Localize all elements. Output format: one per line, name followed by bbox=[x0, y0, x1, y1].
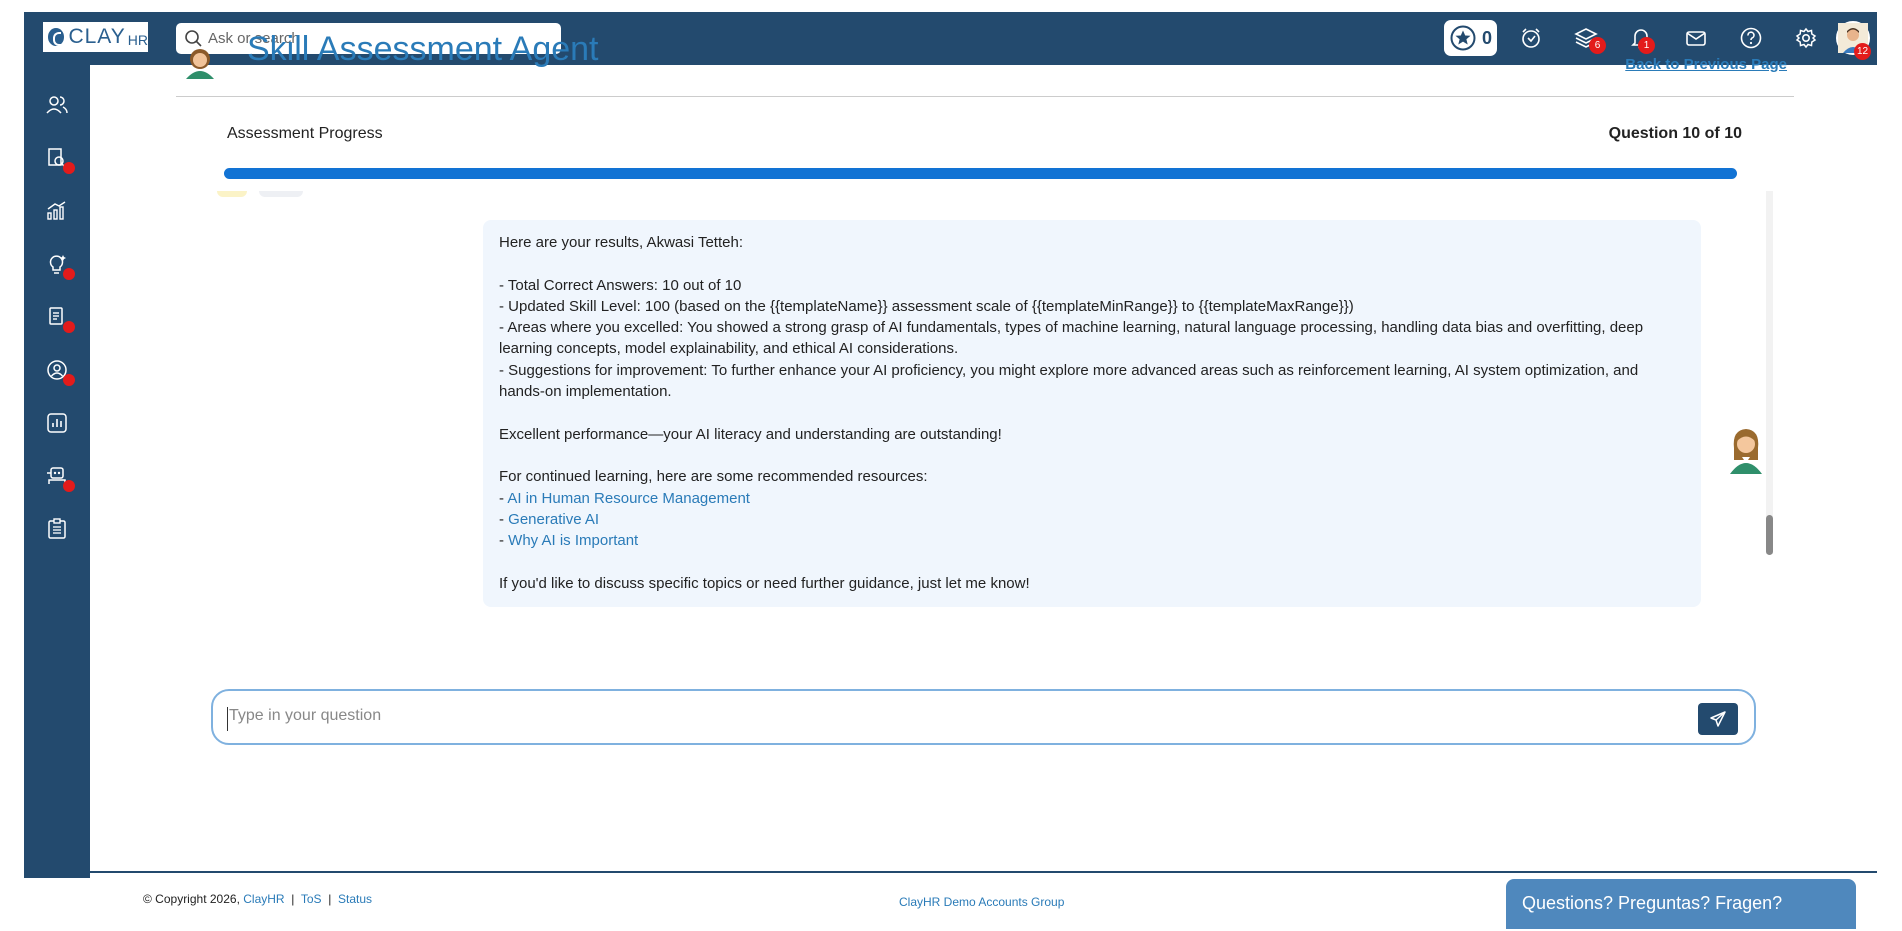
title-divider bbox=[176, 96, 1794, 97]
chat-scrollbar-thumb[interactable] bbox=[1766, 515, 1773, 555]
envelope-icon bbox=[1683, 25, 1709, 51]
copyright-text: © Copyright 2026, bbox=[143, 892, 244, 906]
sidebar-item-learning[interactable] bbox=[42, 249, 72, 279]
resource-link-ai-hr[interactable]: AI in Human Resource Management bbox=[507, 489, 750, 507]
resource-list-item bbox=[499, 509, 1685, 530]
resource-link-generative-ai[interactable]: Generative AI bbox=[508, 510, 600, 528]
bar-chart-icon bbox=[44, 410, 70, 436]
sidebar-alert-dot bbox=[63, 480, 75, 492]
list-dash: - bbox=[499, 532, 509, 550]
sidebar-item-performance[interactable] bbox=[42, 196, 72, 226]
progress-label: Assessment Progress bbox=[227, 125, 383, 142]
layers-badge: 6 bbox=[1589, 37, 1606, 54]
sidebar-item-people[interactable] bbox=[42, 90, 72, 120]
question-composer[interactable] bbox=[211, 689, 1756, 745]
questions-help-button[interactable]: Questions? Preguntas? Fragen? bbox=[1506, 879, 1856, 929]
sidebar-alert-dot bbox=[63, 268, 75, 280]
layers-button[interactable] bbox=[1573, 25, 1599, 51]
growth-chart-icon bbox=[44, 198, 70, 224]
message-spacer bbox=[499, 551, 1685, 572]
search-icon bbox=[184, 29, 204, 49]
footer-separator: | bbox=[328, 892, 332, 906]
footer bbox=[90, 873, 1877, 931]
sidebar-item-checklist[interactable] bbox=[42, 514, 72, 544]
footer-account-group: ClayHR Demo Accounts Group bbox=[899, 895, 1065, 909]
logo-mark-icon bbox=[48, 28, 64, 46]
footer-copyright bbox=[143, 892, 372, 906]
app-frame bbox=[24, 12, 1877, 913]
message-performance: Excellent performance—your AI literacy and understanding are outstanding! bbox=[499, 425, 1002, 443]
resource-link-why-ai[interactable]: Why AI is Important bbox=[508, 532, 639, 550]
progress-count: Question 10 of 10 bbox=[1608, 125, 1742, 142]
message-spacer bbox=[499, 445, 1685, 466]
question-input[interactable] bbox=[227, 707, 1667, 731]
message-correct-answers: - Total Correct Answers: 10 out of 10 bbox=[499, 276, 742, 294]
footer-link-tos[interactable]: ToS bbox=[300, 892, 322, 906]
message-spacer bbox=[499, 402, 1685, 423]
alarm-clock-button[interactable] bbox=[1518, 25, 1544, 51]
question-circle-icon bbox=[1738, 25, 1764, 51]
footer-separator: | bbox=[291, 892, 295, 906]
users-icon bbox=[44, 92, 70, 118]
message-spacer bbox=[499, 253, 1685, 274]
logo-text: CLAY bbox=[68, 25, 126, 48]
resource-list-item bbox=[499, 530, 1685, 551]
notifications-badge: 1 bbox=[1638, 37, 1655, 54]
progress-bar bbox=[224, 168, 1737, 179]
agent-avatar-icon bbox=[1726, 426, 1766, 474]
clipboard-icon bbox=[44, 516, 70, 542]
sidebar-alert-dot bbox=[63, 321, 75, 333]
previous-message-bubble bbox=[259, 191, 303, 197]
points-count: 0 bbox=[1482, 27, 1493, 48]
settings-button[interactable] bbox=[1793, 25, 1819, 51]
back-to-previous-page-link[interactable]: Back to Previous Page bbox=[1625, 56, 1787, 73]
sidebar-item-assistant[interactable] bbox=[42, 461, 72, 491]
gear-icon bbox=[1793, 25, 1819, 51]
message-closing: If you'd like to discuss specific topics or need further guidance, just let me know! bbox=[499, 574, 1030, 592]
message-excelled-areas: - Areas where you excelled: You showed a strong grasp of AI fundamentals, types of machine learning, natural language processing, handling data bias and overfitting, deep learning concepts, model explainability, and ethical AI considerations. bbox=[499, 319, 1644, 358]
paper-plane-icon bbox=[1709, 710, 1727, 728]
alarm-clock-icon bbox=[1518, 25, 1544, 51]
sidebar bbox=[24, 65, 90, 878]
clayhr-logo[interactable] bbox=[43, 22, 148, 52]
help-button[interactable] bbox=[1738, 25, 1764, 51]
sidebar-item-profile[interactable] bbox=[42, 355, 72, 385]
list-dash: - bbox=[499, 489, 508, 507]
page-title: Skill Assessment Agent bbox=[247, 30, 599, 68]
sidebar-item-recruiting[interactable] bbox=[42, 143, 72, 173]
sidebar-alert-dot bbox=[63, 374, 75, 386]
resource-list-item bbox=[499, 488, 1685, 509]
notifications-button[interactable] bbox=[1628, 25, 1654, 51]
sidebar-item-reports[interactable] bbox=[42, 408, 72, 438]
sidebar-item-documents[interactable] bbox=[42, 302, 72, 332]
sidebar-alert-dot bbox=[63, 162, 75, 174]
message-greeting: Here are your results, Akwasi Tetteh: bbox=[499, 234, 743, 251]
avatar-badge: 12 bbox=[1854, 43, 1871, 60]
star-icon bbox=[1450, 25, 1476, 51]
messages-button[interactable] bbox=[1683, 25, 1709, 51]
message-skill-level: - Updated Skill Level: 100 (based on the {{templateName}} assessment scale of {{templateMinRange}} to {{templateMaxRange}}) bbox=[499, 297, 1354, 315]
agent-avatar-icon bbox=[182, 53, 218, 79]
chat-scrollbar[interactable] bbox=[1766, 191, 1773, 554]
points-widget[interactable] bbox=[1444, 20, 1497, 56]
footer-link-status[interactable]: Status bbox=[337, 892, 373, 906]
list-dash: - bbox=[499, 510, 509, 528]
footer-link-clayhr[interactable]: ClayHR bbox=[243, 892, 285, 906]
message-resources-intro: For continued learning, here are some recommended resources: bbox=[499, 468, 928, 486]
message-suggestions: - Suggestions for improvement: To further enhance your AI proficiency, you might explore more advanced areas such as reinforcement learning, AI system optimization, and hands-on implementation. bbox=[499, 361, 1639, 401]
send-button[interactable] bbox=[1698, 703, 1738, 735]
agent-avatar-header bbox=[182, 53, 218, 84]
chat-transcript[interactable] bbox=[196, 191, 1771, 592]
previous-message-avatar bbox=[217, 191, 247, 197]
logo-suffix: HR bbox=[127, 31, 148, 48]
agent-avatar bbox=[1726, 426, 1766, 479]
agent-message-bubble bbox=[483, 220, 1701, 607]
progress-bar-fill bbox=[224, 168, 1737, 179]
